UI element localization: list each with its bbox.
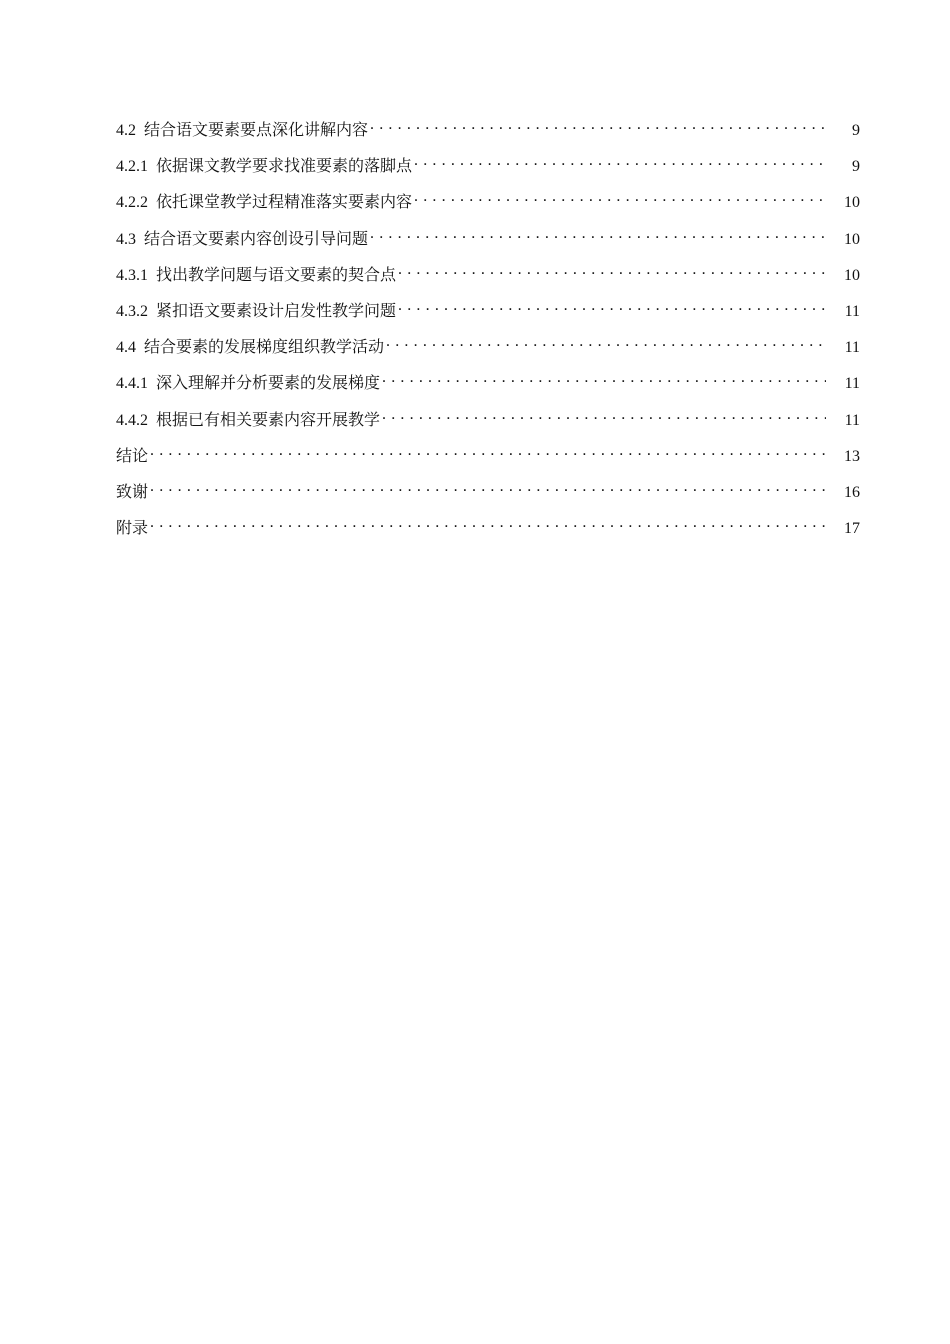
toc-entry-number: 4.3.2 [116, 302, 148, 320]
toc-entry-page: 11 [844, 302, 860, 320]
toc-entry-page: 11 [844, 411, 860, 429]
toc-entry-4-2-2[interactable] [116, 188, 860, 224]
toc-dot-leader [382, 409, 826, 425]
toc-entry-page: 16 [844, 483, 860, 501]
toc-entry-4-4-1[interactable] [116, 369, 860, 405]
toc-dot-leader [370, 119, 826, 135]
toc-entry-title: 结合语文要素要点深化讲解内容 [144, 120, 369, 139]
toc-entry-title: 附录 [116, 518, 149, 538]
toc-dot-leader [150, 517, 826, 533]
toc-entry-page: 11 [844, 339, 860, 357]
toc-entry-number: 4.2.2 [116, 194, 148, 212]
toc-entry-title: 致谢 [116, 481, 149, 501]
table-of-contents [116, 116, 860, 550]
toc-entry-4-3[interactable] [116, 225, 860, 261]
toc-entry-4-2-1[interactable] [116, 152, 860, 188]
toc-entry-4-4[interactable] [116, 333, 860, 369]
toc-dot-leader [398, 264, 826, 280]
toc-entry-title: 根据已有相关要素内容开展教学 [156, 409, 381, 429]
toc-entry-page: 13 [844, 447, 860, 465]
toc-entry-acknowledgements[interactable] [116, 478, 860, 514]
toc-entry-title: 结合语文要素内容创设引导问题 [144, 228, 369, 248]
toc-entry-appendix[interactable] [116, 514, 860, 550]
toc-entry-page: 10 [844, 194, 860, 212]
toc-entry-number: 4.3 [116, 230, 136, 248]
toc-entry-page: 17 [844, 520, 860, 538]
toc-entry-number: 4.4 [116, 339, 136, 357]
toc-dot-leader [150, 445, 826, 461]
toc-entry-number: 4.2.1 [116, 158, 148, 176]
toc-entry-title: 紧扣语文要素设计启发性教学问题 [156, 300, 397, 320]
toc-entry-conclusion[interactable] [116, 442, 860, 478]
toc-dot-leader [150, 481, 826, 497]
toc-dot-leader [414, 191, 826, 207]
toc-entry-page: 11 [844, 375, 860, 393]
toc-entry-title: 深入理解并分析要素的发展梯度 [156, 373, 381, 393]
toc-entry-4-4-2[interactable] [116, 406, 860, 442]
toc-dot-leader [414, 155, 826, 171]
toc-dot-leader [382, 372, 826, 388]
toc-entry-number: 4.2 [116, 122, 136, 139]
toc-entry-page: 9 [852, 122, 860, 139]
toc-entry-title: 依据课文教学要求找准要素的落脚点 [156, 156, 413, 176]
toc-entry-page: 10 [844, 266, 860, 284]
toc-entry-page: 10 [844, 230, 860, 248]
toc-entry-title: 找出教学问题与语文要素的契合点 [156, 264, 397, 284]
toc-dot-leader [386, 336, 826, 352]
toc-dot-leader [370, 228, 826, 244]
toc-entry-4-3-2[interactable] [116, 297, 860, 333]
toc-entry-number: 4.4.1 [116, 375, 148, 393]
toc-entry-title: 结论 [116, 445, 149, 465]
toc-entry-page: 9 [852, 158, 860, 176]
toc-entry-number: 4.4.2 [116, 411, 148, 429]
toc-entry-title: 依托课堂教学过程精准落实要素内容 [156, 192, 413, 212]
toc-entry-number: 4.3.1 [116, 266, 148, 284]
toc-dot-leader [398, 300, 826, 316]
toc-entry-4-3-1[interactable] [116, 261, 860, 297]
toc-entry-4-2[interactable] [116, 116, 860, 152]
toc-entry-title: 结合要素的发展梯度组织教学活动 [144, 337, 385, 357]
